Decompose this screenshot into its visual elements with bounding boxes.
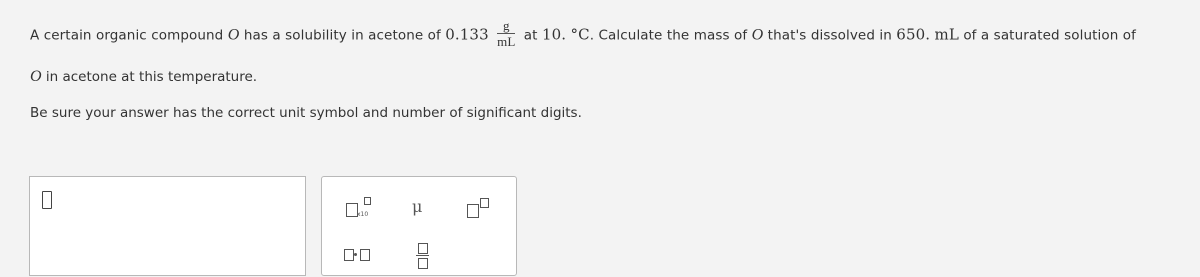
compound-symbol: O bbox=[227, 26, 240, 44]
calc-text: . Calculate the mass of bbox=[589, 27, 748, 44]
fraction-bar-icon bbox=[416, 255, 429, 256]
scientific-notation-button[interactable] bbox=[346, 197, 376, 221]
solubility-unit-fraction bbox=[497, 18, 515, 49]
instruction-hint: Be sure your answer has the correct unit symbol and number of significant digits. bbox=[30, 105, 582, 121]
power-box-icon bbox=[480, 198, 489, 208]
volume-unit: mL bbox=[934, 25, 959, 44]
base-box-icon bbox=[467, 204, 479, 218]
fraction-button[interactable] bbox=[416, 243, 432, 277]
input-placeholder-box bbox=[42, 191, 52, 209]
temp-unit: °C bbox=[570, 25, 590, 44]
right-operand-icon bbox=[360, 249, 370, 261]
unit-denominator: mL bbox=[497, 34, 516, 49]
question-line-2-text: in acetone at this temperature. bbox=[45, 69, 258, 85]
solubility-value: 0.133 bbox=[445, 25, 489, 44]
x10-label: x10 bbox=[357, 211, 369, 218]
question-line-1 bbox=[30, 20, 1195, 51]
dot-icon bbox=[354, 253, 357, 256]
calc-text-3: of a saturated solution of bbox=[963, 27, 1136, 44]
compound-symbol-3: O bbox=[30, 68, 42, 85]
numerator-box-icon bbox=[418, 243, 428, 254]
multiply-dot-button[interactable] bbox=[344, 247, 384, 265]
superscript-button[interactable] bbox=[467, 197, 497, 221]
question-line-2 bbox=[30, 66, 257, 88]
denominator-box-icon bbox=[418, 258, 428, 269]
left-operand-icon bbox=[344, 249, 354, 261]
compound-symbol-2: O bbox=[751, 26, 764, 44]
volume-value: 650. bbox=[896, 25, 931, 44]
math-toolbar bbox=[321, 176, 517, 276]
question-intro: A certain organic compound bbox=[30, 27, 224, 44]
micro-prefix-button[interactable]: μ bbox=[412, 197, 423, 216]
temp-text-pre: at bbox=[523, 27, 538, 44]
unit-numerator: g bbox=[497, 18, 515, 34]
temp-value: 10. bbox=[541, 25, 567, 44]
solubility-text: has a solubility in acetone of bbox=[243, 27, 441, 44]
calc-text-2: that's dissolved in bbox=[767, 27, 892, 44]
answer-input[interactable] bbox=[29, 176, 306, 276]
exponent-box-icon bbox=[364, 197, 371, 205]
